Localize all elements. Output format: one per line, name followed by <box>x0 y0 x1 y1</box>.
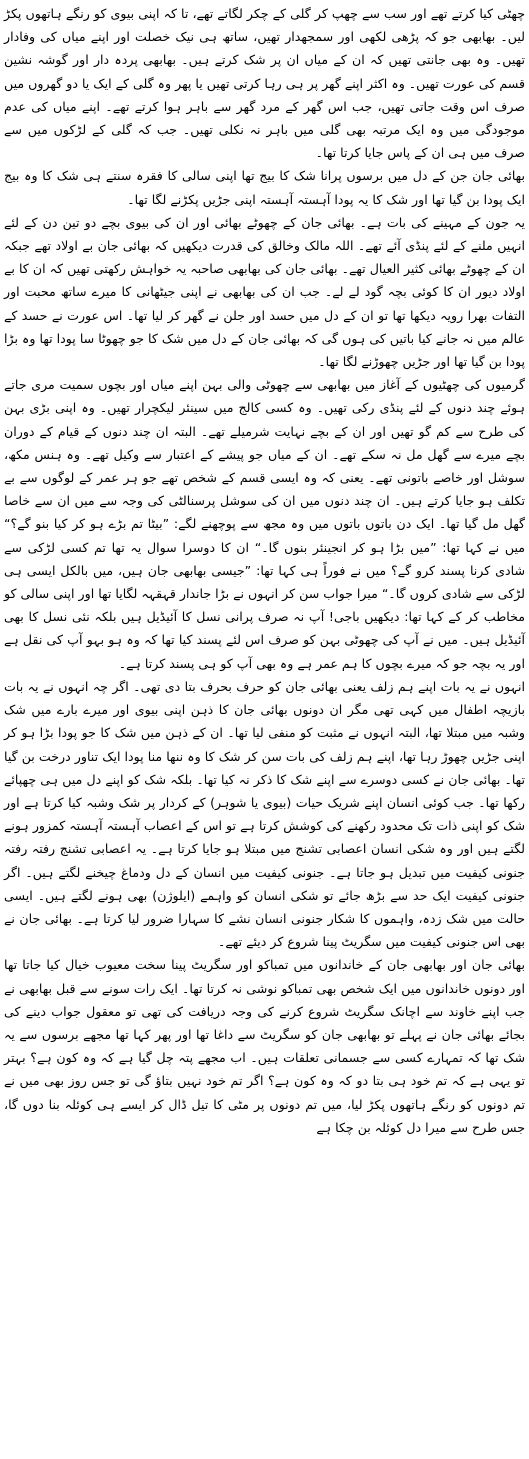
paragraph-5: انہوں نے یہ بات اپنے ہم زلف یعنی بھائی جان کو حرف بحرف بتا دی تھی۔ اگر چہ انہوں نے یہ بات بازیچہ اطفال میں کہی تھی مگر ان دونوں بھائی جان کا ذہن اپنی بیوی اور میرے بارے میں شک وشبہ میں مبتلا تھا، البتہ انہوں نے مثبت کو منفی لیا تھا۔ ان کے ذہن میں شک کا جو پودا بڑا ہو کر اپنی جڑیں چھوڑ رہا تھا، اپنے ہم زلف کی بات سن کر شک کا وہ ننھا منا پودا ایک تناور درخت بن گیا تھا۔ بھائی جان نے کسی دوسرے سے اپنے شک کا ذکر نہ کیا تھا۔ بلکہ شک کو اپنے دل میں ہی چھپائے رکھا تھا۔ جب کوئی انسان اپنے شریک حیات (بیوی یا شوہر) کے کردار پر شک وشبہ کیا کرتا ہے اور شک کو اپنی ذات تک محدود رکھنے کی کوشش کرتا ہے تو اس کے اعصاب آہستہ آہستہ کمزور ہونے لگتے ہیں اور وہ شکی انسان اعصابی تشنج میں مبتلا ہو جایا کرتا ہے۔ یہ اعصابی تشنج رفتہ رفتہ جنونی کیفیت میں تبدیل ہو جاتا ہے۔ جنونی کیفیت میں انسان کے دل ودماغ چیخنے لگتے ہیں۔ اگر جنونی کیفیت ایک حد سے بڑھ جائے تو شکی انسان کو واہمے (ایلوژن) بھی ہونے لگتے ہیں۔ ایسی حالت میں شک زدہ، واہموں کا شکار جنونی انسان نشے کا سہارا ضرور لیا کرتا ہے۔ بھائی جان نے بھی اس جنونی کیفیت میں سگریٹ پینا شروع کر دیئے تھے۔ <box>4 678 525 950</box>
paragraph-1: چھٹی کیا کرتے تھے اور سب سے چھپ کر گلی کے چکر لگاتے تھے، تا کہ اپنی بیوی کو رنگے ہاتھوں پکڑ لیں۔ بھابھی جو کہ پڑھی لکھی اور سمجھدار تھیں، ساتھ ہی نیک خصلت اور اپنے میاں کی وفادار تھیں۔ وہ بھی جانتی تھیں کہ ان کے میاں ان پر شک کرتے ہیں۔ بھابھی پردہ دار اور گوشہ نشین قسم کی عورت تھیں۔ وہ اکثر اپنے گھر پر ہی رہا کرتی تھیں یا پھر وہ گلی کے ایک یا دو گھروں میں صرف اس وقت جاتی تھیں، جب اس گھر کے مرد گھر سے باہر ہوا کرتے تھے۔ اپنے میاں کی عدم موجودگی میں وہ ایک مرتبہ بھی گلی میں باہر نہ نکلی تھیں۔ جب کہ گلی کے لڑکوں میں سے صرف میں ہی ان کے پاس جایا کرتا تھا۔ <box>4 6 525 161</box>
paragraph-3: یہ جون کے مہینے کی بات ہے۔ بھائی جان کے چھوٹے بھائی اور ان کی بیوی بچے دو تین دن کے لئے انہیں ملنے کے لئے پنڈی آئے تھے۔ اللہ مالک وخالق کی قدرت دیکھیں کہ بھائی جان بے اولاد تھے جبکہ ان کے چھوٹے بھائی کثیر العیال تھے۔ بھائی جان کی بھابھی صاحبہ یہ خواہش رکھتی تھیں کہ ان کا بے اولاد دیور ان کا کوئی بچہ گود لے لے۔ جب ان کی بھابھی نے اپنی جیٹھانی کا میرے ساتھ محبت اور التفات بھرا رویہ دیکھا تھا تو ان کے دل میں حسد اور جلن نے گھر کر لیا تھا۔ اس عورت نے حسد کے عالم میں نہ جانے کیا باتیں کی ہوں گی کہ بھائی جان کے دل میں شک کا جو چھوٹا سا پودا تھا وہ بڑا پودا بن گیا تھا اور جڑیں چھوڑنے لگا تھا۔ <box>4 214 525 370</box>
paragraph-6: بھائی جان اور بھابھی جان کے خاندانوں میں تمباکو اور سگریٹ پینا سخت معیوب خیال کیا جاتا تھا اور دونوں خاندانوں میں ایک شخص بھی تمباکو نوشی نہ کرتا تھا۔ ایک رات سونے سے قبل بھابھی نے جب اپنے خاوند سے اچانک سگریٹ شروع کرنے کی وجہ دریافت کی تھی تو معقول جواب دینے کی بجائے بھائی جان نے پہلے تو بھابھی جان کو سگریٹ سے داغا تھا اور پھر کہا تھا مجھے برسوں سے یہ شک تھا کہ تمہارے کسی سے جسمانی تعلقات ہیں۔ اب مجھے پتہ چل گیا ہے کہ وہ کون ہے؟ بہتر تو یہی ہے کہ تم خود ہی بتا دو کہ وہ کون ہے؟ اگر تم خود نہیں بتاؤ گی تو جس روز بھی میں نے تم دونوں کو رنگے ہاتھوں پکڑ لیا، میں تم دونوں پر مٹی کا تیل ڈال کر ایسے ہی کوئلہ بنا دوں گا، جس طرح سے میرا دل کوئلہ بن چکا ہے <box>4 957 525 1135</box>
paragraph-4: گرمیوں کی چھٹیوں کے آغاز میں بھابھی سے چھوٹی والی بہن اپنے میاں اور بچوں سمیت مری جاتے ہوئے چند دنوں کے لئے پنڈی رکی تھیں۔ وہ کسی کالج میں سینئر لیکچرار تھیں۔ وہ اپنی بڑی بہن کی طرح سے کم گو تھیں اور ان کے بچے نہایت شرمیلے تھے۔ البتہ ان چند دنوں کے قیام کے دوران بچے میرے سے گھل مل نہ سکے تھے۔ ان کے میاں جو پیشے کے اعتبار سے وکیل تھے۔ وہ ہنس مکھ، سوشل اور خاصے باتونی تھے۔ یعنی کہ وہ ایسی قسم کے شخص تھے جو ہر عمر کے لوگوں سے بے تکلف ہو جایا کرتے ہیں۔ ان چند دنوں میں ان کی سوشل پرسنالٹی کی وجہ سے میں ان سے خاصا گھل مل گیا تھا۔ ایک دن باتوں باتوں میں وہ مجھ سے پوچھنے لگے: ”بیٹا تم بڑے ہو کر کیا بنو گے؟“ میں نے کہا تھا: ”میں بڑا ہو کر انجینئر بنوں گا۔“ ان کا دوسرا سوال یہ تھا تم کسی لڑکی سے شادی کرنا پسند کرو گے؟ میں نے فوراً ہی کہا تھا: ”جیسی بھابھی جان ہیں، میں بالکل ایسی ہی لڑکی سے شادی کروں گا۔“ میرا جواب سن کر انہوں نے بڑا جاندار قہقہہ لگایا تھا اور اپنی سالی کو مخاطب کر کے کہا تھا: دیکھیں باجی! آپ نہ صرف پرانی نسل کا آئیڈیل ہیں بلکہ نئی نسل کا بھی آئیڈیل ہیں۔ میں نے آپ کی چھوٹی بہن کو صرف اس لئے پسند کیا تھا کہ وہ ہو بہو آپ کی نقل ہے اور یہ بچہ جو کہ میرے بچوں کا ہم عمر ہے وہ بھی آپ کو ہی پسند کرتا ہے۔ <box>4 377 525 671</box>
paragraph-2: بھائی جان جن کے دل میں برسوں پرانا شک کا بیج تھا اپنی سالی کا فقرہ سنتے ہی شک کا وہ بیج ایک پودا بن گیا تھا اور شک کا یہ پودا آہستہ آہستہ اپنی جڑیں پکڑنے لگا تھا۔ <box>4 168 525 207</box>
